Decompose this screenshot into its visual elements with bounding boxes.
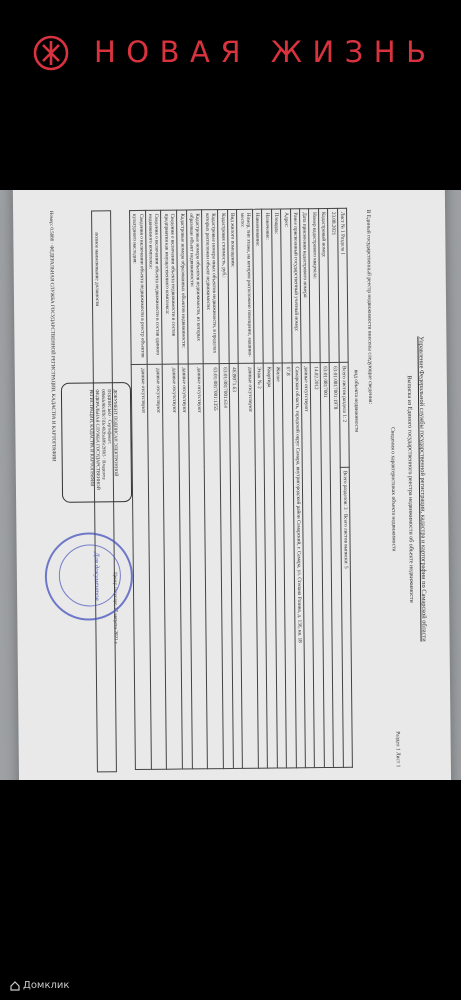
row-value: данные отсутствуют: [147, 364, 167, 769]
brand-title: НОВАЯ ЖИЗНЬ: [94, 35, 437, 69]
row-value: Всего листов раздела 1: 2: [339, 362, 350, 467]
stamp-text: Для документов: [92, 552, 102, 601]
document-content: [29, 199, 435, 780]
electronic-signature-box: ДОКУМЕНТ ПОДПИСАН ЭЛЕКТРОННОЙ ПОДПИСЬЮ · Сертификат: 00b8dc90cffffc7d3c4b2bafd6c2f6b5 · Владелец: ФЕДЕРАЛЬНАЯ СЛУЖБА ГОСУДАРСТВЕННОЙ РЕГИСТРАЦИИ, КАДАСТРА И КАРТОГРАФИИ: [61, 382, 132, 503]
brand-header: [0, 0, 461, 108]
document-header-subtitle: Выписка из Единого государственного реестра недвижимости об объекте недвижимости: [405, 375, 415, 603]
row-label: 23.08.2021: [328, 208, 339, 362]
domclick-logo-icon: [10, 981, 20, 991]
row-label: Вид жилого помещения:: [227, 209, 238, 363]
register-line: В Единый государственный реестр недвижимости внесены следующие сведения:: [365, 209, 374, 405]
row-label: Ранее присвоенный государственный учетный номер:: [290, 209, 301, 363]
row-label: Сведения о включении объекта недвижимости в реестр объектов культурного наследия:: [129, 210, 146, 364]
rune-logo-icon: [33, 35, 69, 71]
watermark: [10, 980, 69, 991]
row-label: Кадастровые номера образованных объектов недвижимости:: [177, 210, 188, 364]
row-label: Площадь:: [271, 209, 282, 363]
row-label: Кадастровая стоимость, руб.:: [218, 210, 229, 364]
row-value: 63:01:0817001:614: [219, 364, 233, 769]
row-value: 4639071.63: [229, 364, 243, 769]
row-value: 14.02.2012: [311, 363, 325, 768]
bottom-left-text: Номер: 0.5888 · ФЕДЕРАЛЬНАЯ СЛУЖБА ГОСУДАРСТВЕННОЙ РЕГИСТРАЦИИ, КАДАСТРА И КАРТОГРАФИИ: [48, 210, 56, 462]
object-type-caption: вид объекта недвижимости: [352, 369, 360, 433]
row-label: Номер, тип этажа, на котором расположено помещение, машино-место:: [237, 209, 254, 363]
row-value: данные отсутствуют: [163, 364, 183, 769]
row-label: Кадастровые номера иных объектов недвижимости, в пределах которых расположен объект недвижимости:: [202, 210, 219, 364]
document-sheet: [13, 190, 452, 780]
document-photo: [0, 190, 461, 780]
watermark-text: Домклик: [23, 980, 70, 991]
row-value: данные отсутствуют: [178, 364, 192, 769]
stamp: [44, 532, 133, 621]
row-value: Этаж № 2: [254, 363, 268, 768]
section-title: Сведения о характеристиках объекта недвижимости: [389, 427, 397, 552]
row-label: Кадастровый номер:: [318, 208, 329, 362]
stamp-inner-ring: [59, 544, 122, 607]
row-label: Сведения о включении объекта недвижимости в состав предприятия как имущественного комплекса:: [161, 210, 178, 364]
row-label: Номер кадастрового квартала:: [309, 209, 320, 363]
row-label: Лист № 1 Раздела 1: [337, 208, 348, 362]
row-label: Кадастровые номера объектов недвижимости, из которых образован объект недвижимости:: [186, 210, 203, 364]
row-value: Самарская область, городской округ Самара, внутригородской район Самарский, г. Самара, ул. Степана Разина, д. 136, кв. 18: [292, 363, 306, 768]
row-label: Назначение:: [262, 209, 273, 363]
section-page: Раздел 1 Лист 1: [394, 731, 401, 768]
document-header-title: Управление Федеральной службы государственной регистрации, кадастра и картографии по Самарской области: [417, 336, 428, 642]
row-value: 67.8: [282, 363, 296, 768]
row-label: Сведения о включении объекта недвижимости в состав единого недвижимого комплекса:: [145, 210, 162, 364]
row-value: 63:01:0817001:1355: [204, 364, 224, 769]
row-value: 63:01:0817001: [320, 363, 334, 768]
row-extra: Всего разделов: 3 · Всего листов выписки: 5: [340, 467, 353, 767]
characteristics-table: [129, 208, 353, 770]
row-value: данные отсутствуют: [131, 365, 151, 770]
row-value: 63:01:0817001:1978: [329, 363, 343, 768]
row-value: Жилое: [273, 363, 287, 768]
position-label: полное наименование должности: [93, 232, 101, 307]
row-value: данные отсутствуют: [238, 363, 258, 768]
row-value: Квартира: [264, 363, 278, 768]
row-label: Дата присвоения кадастрового номера:: [300, 209, 311, 363]
row-value: данные отсутствуют: [188, 364, 208, 769]
row-label: Наименование:: [252, 209, 263, 363]
service-center-note: Центр госуслуг, 27 августа 2021 г.: [111, 572, 118, 645]
row-value: данные отсутствуют: [301, 363, 315, 768]
row-label: Адрес:: [281, 209, 292, 363]
